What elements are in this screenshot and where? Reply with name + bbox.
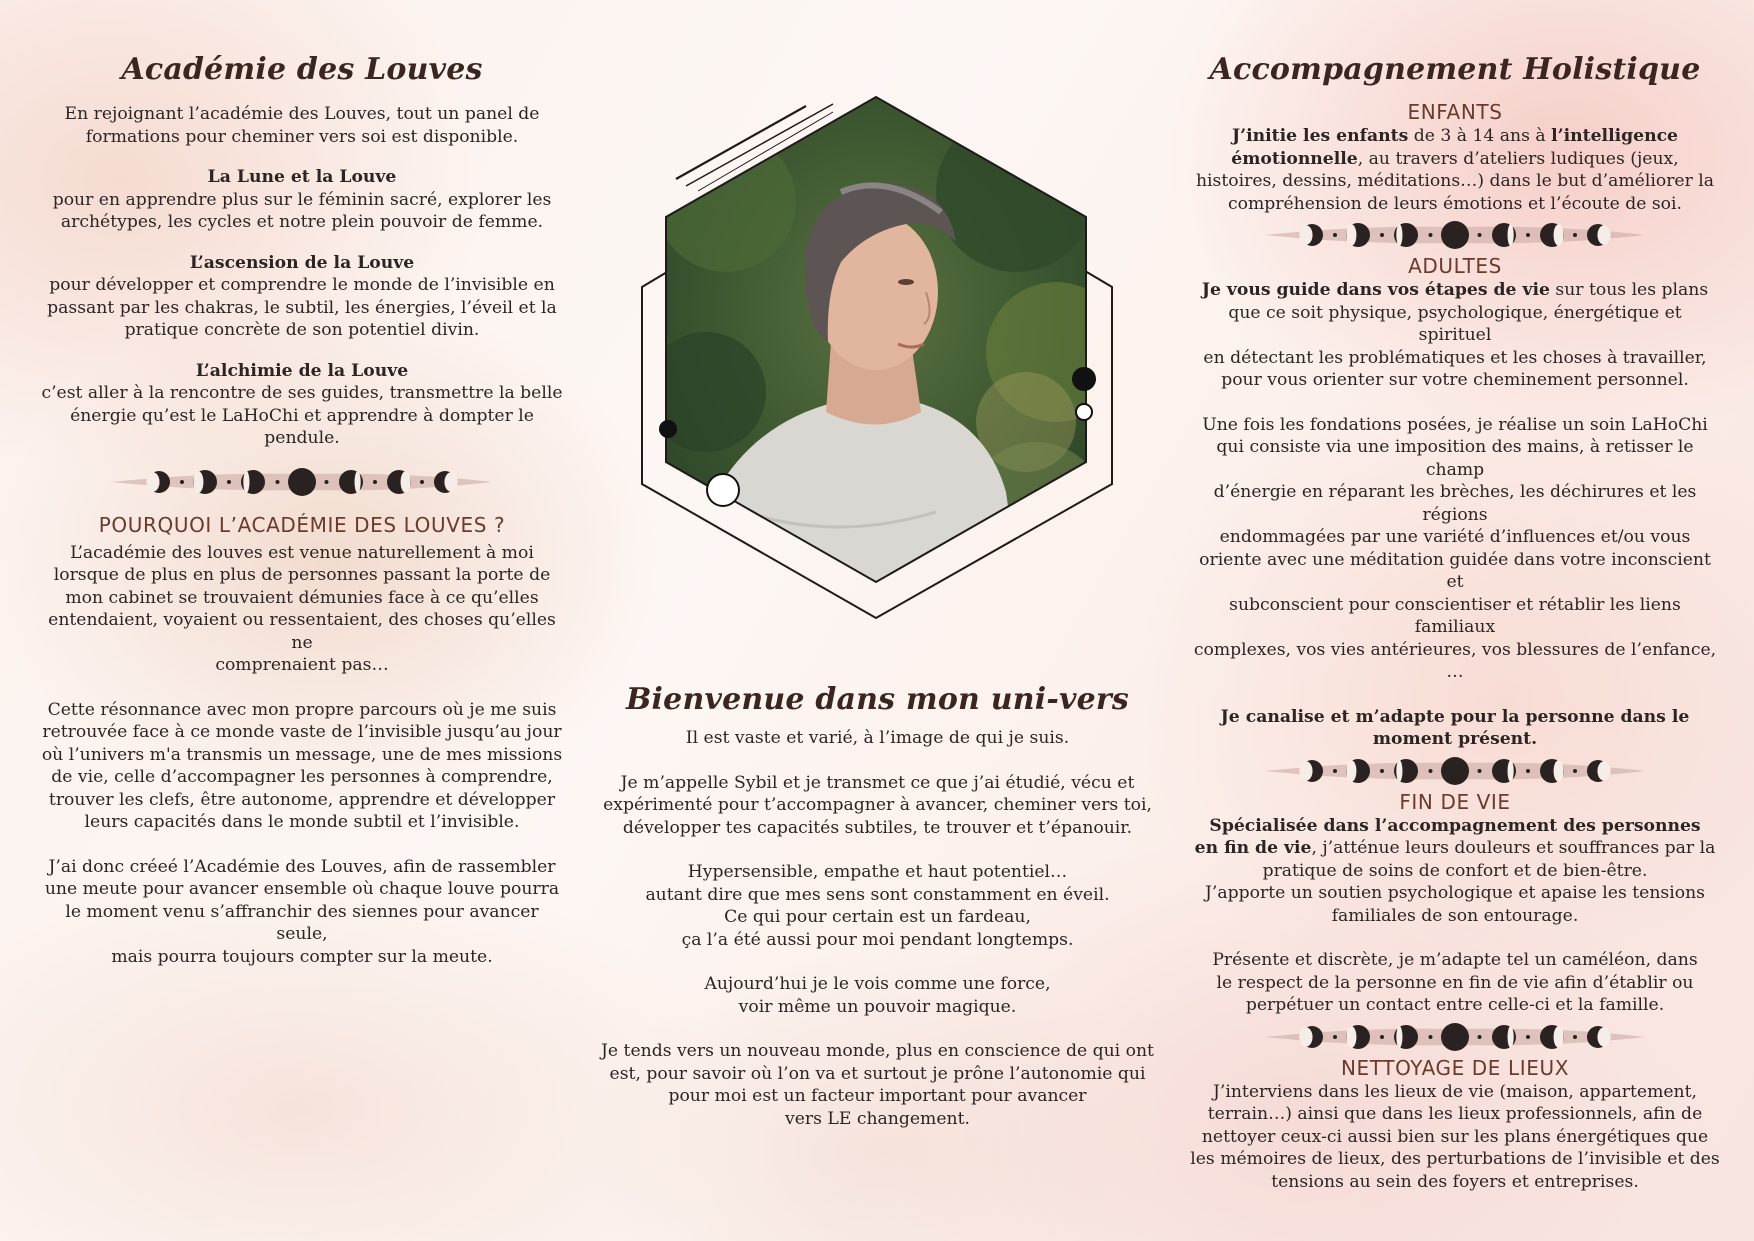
moon-lit-area [1554,760,1564,782]
hexagon-portrait [636,92,1116,632]
moon-lit-area [355,471,361,493]
middle-title: Bienvenue dans mon uni-vers [626,682,1129,717]
divider-dot [1380,769,1384,773]
divider-dot [1429,1035,1433,1039]
intro-text: En rejoignant l’académie des Louves, tout un panel de formations pour cheminer vers soi est disponible. [64,104,540,147]
right-title: Accompagnement Holistique [1209,52,1701,87]
divider-dot [420,480,424,484]
decor-ring [1076,404,1092,420]
middle-paragraph-3: Hypersensible, empathe et haut potentiel… autant dire que mes sens sont constamment en éveil. Ce qui pour certain est un fardeau, ça l’a été aussi pour moi pendant longtemps. [645,862,1110,950]
course-title: L’alchimie de la Louve [195,360,409,381]
divider-dot [1573,233,1577,237]
moon-lit-area [1299,761,1312,781]
middle-paragraph-1: Il est vaste et varié, à l’image de qui je suis. [685,728,1070,748]
divider-dot [276,480,280,484]
divider-dot [373,480,377,484]
why-paragraph-1: L’académie des louves est venue naturellement à moi lorsque de plus en plus de personnes passant la porte de mon cabinet se trouvaient démunies face à ce qu’elles entendaient, voyaient ou ressentaient, des choses qu’elles ne comprenaient pas… [48,542,556,675]
divider-dot [1380,233,1384,237]
moon-lit-area [146,472,159,492]
moon-lit-area [1554,1026,1564,1048]
enfants-heading: ENFANTS [1407,100,1503,124]
moon-lit-area [444,472,457,492]
course-title: La Lune et la Louve [207,167,397,187]
divider-dot [1573,1035,1577,1039]
divider-dot [325,480,329,484]
divider-dot [227,480,231,484]
moon-lit-area [1396,1026,1402,1048]
divider-dot [1478,769,1482,773]
divider-dot [1333,769,1337,773]
moon-lit-area [243,471,249,493]
moon-lit-area [1597,761,1610,781]
moon-lit-area [1396,224,1402,246]
moon-icon [1441,1023,1469,1051]
moon-lit-area [193,471,203,493]
middle-paragraph-5: Je tends vers un nouveau monde, plus en conscience de qui ont est, pour savoir où l’on va et surtout je prône l’autonomie qui pour moi est un facteur important pour avancer vers LE changement. [601,1041,1154,1129]
moon-phases-divider [1260,753,1650,789]
fin-de-vie-text-2: Présente et discrète, je m’adapte tel un caméléon, dans le respect de la personne en fin de vie afin d’établir ou perpétuer un contact entre celle-ci et la famille. [1212,950,1698,1015]
course-title: L’ascension de la Louve [189,252,415,273]
divider-dot [1333,1035,1337,1039]
moon-lit-area [1508,760,1514,782]
divider-dot [1429,769,1433,773]
divider-dot [1380,1035,1384,1039]
divider-dot [1478,233,1482,237]
adultes-bold-text: Je canalise et m’adapte pour la personne dans le moment présent. [1220,706,1690,749]
moon-icon [1441,757,1469,785]
left-title: Académie des Louves [121,52,483,87]
why-paragraph-3: J’ai donc créeé l’Académie des Louves, afin de rassembler une meute pour avancer ensemble où chaque louve pourra le moment venu s’affranchir des siennes pour avancer seule, mais pourra toujours compter sur la meute. [44,856,560,967]
moon-lit-area [401,471,411,493]
why-paragraph-2: Cette résonnance avec mon propre parcours où je me suis retrouvée face à ce monde vaste de l’invisible jusqu’au jour où l’univers m'a transmis un message, une de mes missions de vie, celle d’accompagner les personnes à comprendre, trouver les clefs, être autonome, apprendre et développer leurs capacités dans le monde subtil et l’invisible. [41,699,563,832]
divider-dot [180,480,184,484]
moon-lit-area [1346,224,1356,246]
fin-de-vie-heading: FIN DE VIE [1399,789,1511,814]
moon-lit-area [1597,1027,1610,1047]
course-alchimie: L’alchimie de la Louve c’est aller à la rencontre de ses guides, transmettre la belle énergie qu’est le LaHoChi et apprendre à dompter le pendule. [41,360,563,448]
divider-dot [1478,1035,1482,1039]
nettoyage-heading: NETTOYAGE DE LIEUX [1340,1055,1570,1080]
divider-dot [1333,233,1337,237]
decor-dot [659,420,677,438]
moon-lit-area [1508,1026,1514,1048]
divider-dot [1526,769,1530,773]
course-lune: La Lune et la Louve pour en apprendre plus sur le féminin sacré, explorer les archétypes, les cycles et notre plein pouvoir de femme. [40,166,564,234]
moon-lit-area [1299,225,1312,245]
divider-dot [1573,769,1577,773]
why-heading: POURQUOI L’ACADÉMIE DES LOUVES ? [98,512,506,537]
nettoyage-text: J’interviens dans les lieux de vie (maison, appartement, terrain…) ainsi que dans les lieux professionnels, afin de nettoyer ceux-ci aussi bien sur les plans énergétiques que les mémoires de lieux, des perturbations de l’invisible et des tensions au sein des foyers et entreprises. [1190,1081,1720,1192]
adultes-heading: ADULTES [1408,254,1502,278]
middle-paragraph-4: Aujourd’hui je le vois comme une force, voir même un pouvoir magique. [704,974,1051,1017]
course-ascension: L’ascension de la Louve pour développer et comprendre le monde de l’invisible en passant par les chakras, le subtil, les énergies, l’éveil et la pratique concrète de son potentiel divin. [40,252,564,342]
moon-lit-area [1396,760,1402,782]
moon-lit-area [1299,1027,1312,1047]
moon-icon [288,468,316,496]
portrait-frame [636,92,1116,632]
moon-lit-area [1346,1026,1356,1048]
divider-dot [1429,233,1433,237]
middle-column [600,682,1155,1130]
divider-dot [1526,1035,1530,1039]
moon-phases-divider [107,464,497,500]
divider-dot [1526,233,1530,237]
moon-phases-divider [1260,217,1650,253]
middle-paragraph-2: Je m’appelle Sybil et je transmet ce que j’ai étudié, vécu et expérimenté pour t’accompagner à avancer, cheminer vers toi, développer tes capacités subtiles, te trouver et t’épanouir. [603,772,1152,838]
moon-lit-area [1346,760,1356,782]
decor-dot [1072,367,1096,391]
moon-phases-divider [1260,1019,1650,1055]
fin-de-vie-text: Spécialisée dans l’accompagnement des personnes en fin de vie, j’atténue leurs douleurs et souffrances par la pratique de soins de confort et de bien-être. J’apporte un soutien psychologique et apaise les tensions familiales de son entourage. [1194,815,1716,926]
decor-ring [707,474,739,506]
left-column [40,52,564,968]
moon-lit-area [1554,224,1564,246]
enfants-text: J’initie les enfants de 3 à 14 ans à l’intelligence émotionnelle, au travers d’ateliers ludiques (jeux, histoires, dessins, méditations…) dans le but d’améliorer la compréhension de leurs émotions et l’écoute de soi. [1195,126,1715,214]
adultes-text: Je vous guide dans vos étapes de vie sur tous les plans que ce soit physique, psychologique, énergétique et spirituel en détectant les problématiques et les choses à travailler, pour vous orienter sur votre cheminement personnel. [1201,280,1709,390]
moon-icon [1441,221,1469,249]
moon-lit-area [1508,224,1514,246]
moon-lit-area [1597,225,1610,245]
right-column [1190,52,1720,1193]
adultes-soin-text: Une fois les fondations posées, je réalise un soin LaHoChi qui consiste via une imposition des mains, à retisser le champ d’énergie en réparant les brèches, les déchirures et les régions endommagées par une variété d’influences et/ou vous oriente avec une méditation guidée dans votre inconscient et subconscient pour conscientiser et rétablir les liens familiaux complexes, vos vies antérieures, vos blessures de l’enfance, … [1193,414,1717,682]
